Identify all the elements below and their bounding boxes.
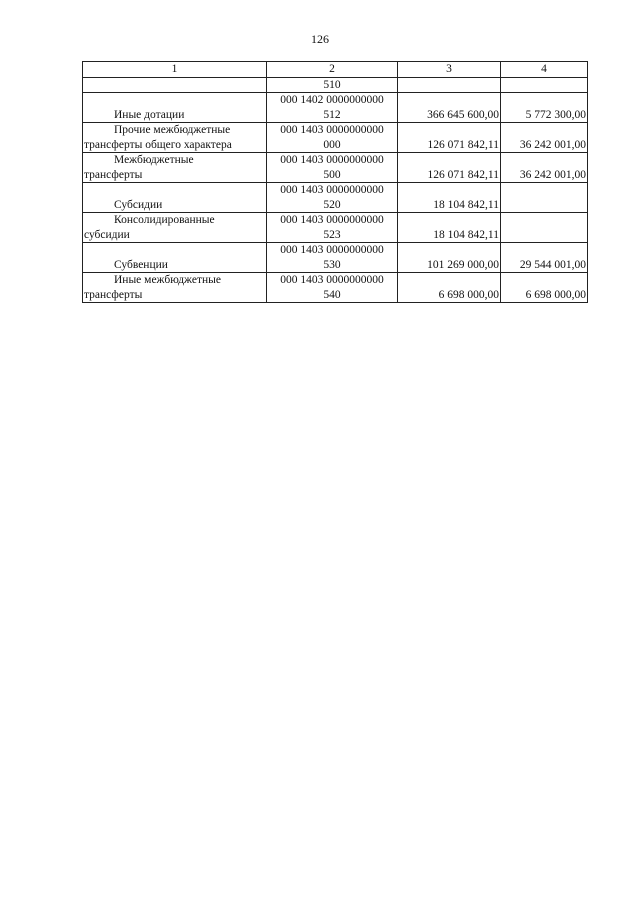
row-value-col3: 18 104 842,11	[398, 183, 501, 213]
row-code-line: 000	[323, 138, 341, 151]
row-code-line: 520	[323, 198, 341, 211]
column-header: 2	[267, 62, 398, 78]
row-value-col3: 6 698 000,00	[398, 273, 501, 303]
row-code-line: 000 1403 0000000000	[280, 244, 384, 256]
table-row	[83, 153, 588, 183]
row-code-cell	[267, 183, 398, 213]
row-code-line: 523	[323, 228, 341, 241]
row-name-cell	[83, 213, 267, 243]
row-name-line: Консолидированные	[114, 214, 215, 226]
column-header: 3	[398, 62, 501, 78]
row-name-cell	[83, 93, 267, 123]
row-code-cell	[267, 153, 398, 183]
row-value-col3: 126 071 842,11	[398, 123, 501, 153]
row-code-cell	[267, 273, 398, 303]
row-code-line: 000 1403 0000000000	[280, 124, 384, 136]
row-code-line: 000 1402 0000000000	[280, 94, 384, 106]
row-name-cell	[83, 243, 267, 273]
row-name-line: Иные межбюджетные	[114, 274, 221, 286]
row-value-col4: 29 544 001,00	[501, 243, 588, 273]
row-value-col4	[501, 213, 588, 243]
row-code-line: 510	[323, 78, 341, 91]
row-value-col4: 6 698 000,00	[501, 273, 588, 303]
table-row	[83, 77, 588, 93]
row-name-cell	[83, 153, 267, 183]
row-name-cell	[83, 123, 267, 153]
row-code-cell	[267, 213, 398, 243]
row-value-col3	[398, 77, 501, 93]
row-code-line: 000 1403 0000000000	[280, 214, 384, 226]
table-row	[83, 93, 588, 123]
table-row	[83, 243, 588, 273]
column-header: 4	[501, 62, 588, 78]
row-name-cell	[83, 273, 267, 303]
row-value-col3: 18 104 842,11	[398, 213, 501, 243]
row-name-line: Субвенции	[114, 258, 168, 271]
row-code-line: 512	[323, 108, 341, 121]
row-value-col3: 101 269 000,00	[398, 243, 501, 273]
row-name-line: трансферты	[84, 288, 143, 301]
row-code-line: 530	[323, 258, 341, 271]
row-value-col3: 366 645 600,00	[398, 93, 501, 123]
row-code-cell	[267, 93, 398, 123]
table-row	[83, 213, 588, 243]
row-code-line: 000 1403 0000000000	[280, 184, 384, 196]
budget-table	[82, 61, 588, 303]
row-name-line: Прочие межбюджетные	[114, 124, 231, 136]
row-name-line: трансферты общего характера	[84, 138, 232, 151]
row-code-line: 000 1403 0000000000	[280, 274, 384, 286]
row-value-col4: 36 242 001,00	[501, 153, 588, 183]
row-name-line: субсидии	[84, 228, 130, 241]
row-code-cell	[267, 243, 398, 273]
row-name-cell	[83, 183, 267, 213]
table-row	[83, 183, 588, 213]
row-value-col4: 5 772 300,00	[501, 93, 588, 123]
row-name-line: Иные дотации	[114, 108, 185, 121]
row-name-line: Субсидии	[114, 198, 163, 211]
row-value-col4	[501, 77, 588, 93]
row-code-line: 540	[323, 288, 341, 301]
row-code-line: 000 1403 0000000000	[280, 154, 384, 166]
row-code-line: 500	[323, 168, 341, 181]
row-value-col3: 126 071 842,11	[398, 153, 501, 183]
table-row	[83, 273, 588, 303]
page-number: 126	[311, 32, 329, 46]
table-row	[83, 123, 588, 153]
row-value-col4	[501, 183, 588, 213]
row-name-line: трансферты	[84, 168, 143, 181]
table-header-row	[83, 62, 588, 78]
row-code-cell	[267, 77, 398, 93]
row-code-cell	[267, 123, 398, 153]
row-name-line: Межбюджетные	[114, 154, 194, 166]
column-header: 1	[83, 62, 267, 78]
row-name-cell	[83, 77, 267, 93]
row-value-col4: 36 242 001,00	[501, 123, 588, 153]
